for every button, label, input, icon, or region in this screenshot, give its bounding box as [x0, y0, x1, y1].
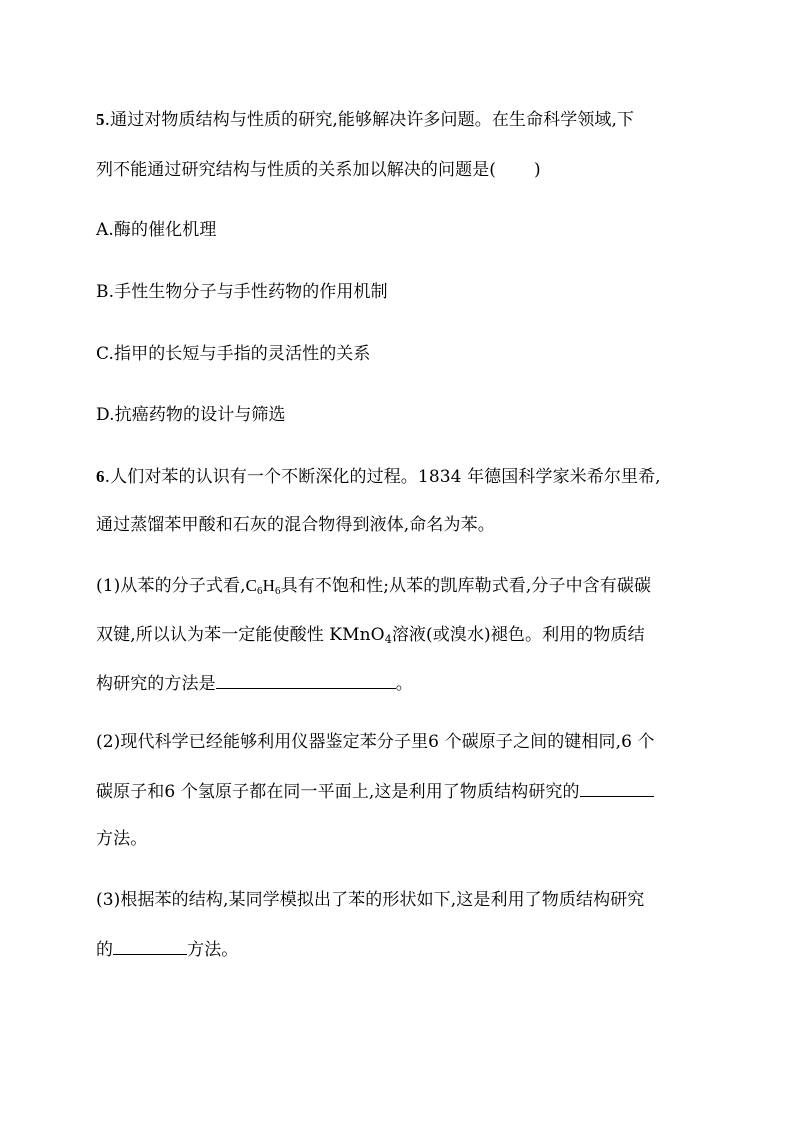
formula-c: C: [245, 576, 258, 595]
q6-p1-line2-text-b: 溶液(或溴水)褪色。利用的物质结: [391, 625, 645, 645]
q6-p2-line2-text: 碳原子和6 个氢原子都在同一平面上,这是利用了物质结构研究的: [96, 782, 580, 802]
q6-p2-line-1: (2)现代科学已经能够利用仪器鉴定苯分子里6 个碳原子之间的键相同,6 个: [96, 732, 655, 752]
q6-p3-line2-text-a: 的: [96, 940, 114, 960]
kmno4-sub: 4: [384, 633, 392, 646]
formula-c6h6: [246, 576, 281, 595]
q6-p1-answer-blank[interactable]: [216, 671, 396, 689]
q5-line-1: [96, 108, 706, 132]
q6-p1-period: 。: [395, 674, 413, 694]
q6-p2-line-3: 方法。: [96, 829, 148, 849]
q5-stem-part-2: 列不能通过研究结构与性质的关系加以解决的问题是(: [96, 160, 497, 180]
q6-p1-line-3: [96, 671, 706, 696]
formula-c-sub: 6: [257, 585, 263, 597]
q6-number: 6: [96, 467, 105, 486]
q5-line-2: [96, 158, 706, 182]
q6-p1-line3-text: 构研究的方法是: [96, 674, 216, 694]
q6-p2-line-2: [96, 779, 706, 804]
q6-p3-line2-text-b: 方法。: [187, 940, 239, 960]
formula-h: H: [262, 576, 276, 595]
q6-line-2: 通过蒸馏苯甲酸和石灰的混合物得到液体,命名为苯。: [96, 515, 495, 535]
q6-p3-answer-blank[interactable]: [113, 937, 187, 955]
formula-h-sub: 6: [275, 585, 281, 597]
q6-p1-text-a: (1)从苯的分子式看,: [96, 576, 246, 596]
q5-option-c: C.指甲的长短与手指的灵活性的关系: [96, 344, 371, 364]
q6-p1-text-b: 具有不饱和性;从苯的凯库勒式看,分子中含有碳碳: [280, 576, 652, 596]
q6-p3-line-1: (3)根据苯的结构,某同学模拟出了苯的形状如下,这是利用了物质结构研究: [96, 890, 645, 910]
q5-number: 5: [96, 110, 105, 129]
q5-option-d: D.抗癌药物的设计与筛选: [96, 405, 286, 425]
q5-stem-part-1: .通过对物质结构与性质的研究,能够解决许多问题。在生命科学领域,下: [104, 110, 635, 130]
q6-p1-line2-text: 双键,所以认为苯一定能使酸性 KMnO: [96, 625, 385, 645]
q6-line-1: [96, 465, 706, 489]
q6-p3-line-2: [96, 937, 706, 962]
q5-option-b: B.手性生物分子与手性药物的作用机制: [96, 282, 388, 302]
q6-stem-part-1: .人们对苯的认识有一个不断深化的过程。1834 年德国科学家米希尔里希,: [104, 467, 661, 487]
q6-p1-line-1: [96, 574, 706, 598]
q5-option-a: A.酶的催化机理: [96, 220, 217, 240]
q6-p2-answer-blank[interactable]: [580, 779, 654, 797]
q6-p1-line-2: [96, 623, 706, 647]
q5-close-paren: ): [534, 160, 541, 180]
